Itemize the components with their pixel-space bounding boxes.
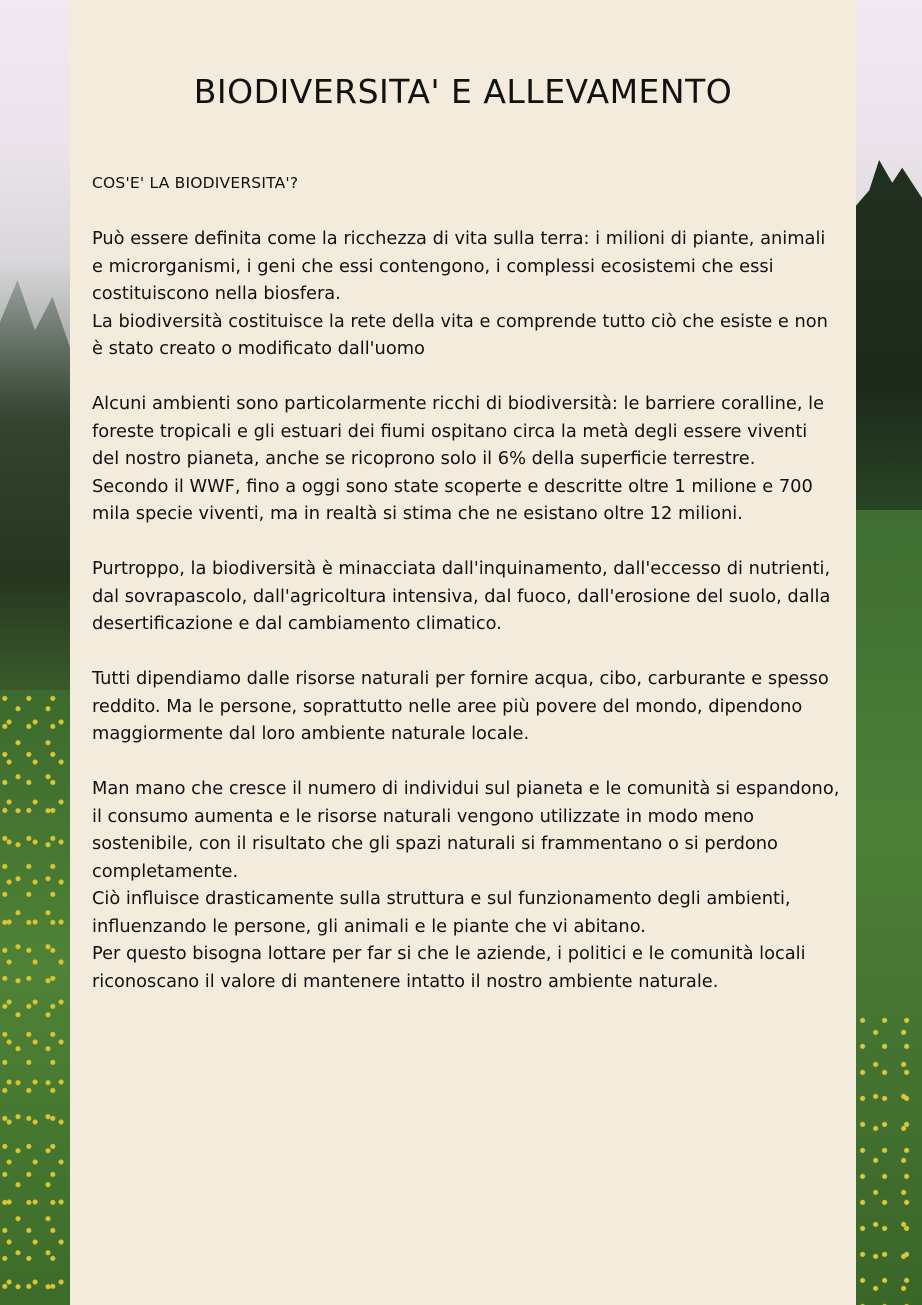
forest-left [0,280,70,700]
section-heading: COS'E' LA BIODIVERSITA'? [92,174,299,192]
paragraph-impact: Ciò influisce drasticamente sulla struttura e sul funzionamento degli ambienti, influenzando le persone, gli animali e le piante che vi abitano. [92,888,791,937]
paragraph-definition: Può essere definita come la ricchezza di vita sulla terra: i milioni di piante, animali e microrganismi, i geni che essi contengono, i complessi ecosistemi che essi costituiscono nella biosfera. [92,228,826,304]
page-title: BIODIVERSITA' E ALLEVAMENTO [193,72,733,111]
paragraph-call-to-action: Per questo bisogna lottare per far si che le aziende, i politici e le comunità locali riconoscano il valore di mantenere intatto il nostro ambiente naturale. [92,943,806,992]
paragraph-natural-resources: Tutti dipendiamo dalle risorse naturali per fornire acqua, cibo, carburante e spesso reddito. Ma le persone, soprattutto nelle aree più povere del mondo, dipendono maggiormente dal loro ambiente naturale locale. [92,668,829,744]
document-body [92,170,840,1023]
paragraph-web-of-life: La biodiversità costituisce la rete della vita e comprende tutto ciò che esiste e non è stato creato o modificato dall'uomo [92,310,828,359]
flowers-right [856,1010,922,1305]
meadow-left [0,690,70,1305]
paragraph-population-growth: Man mano che cresce il numero di individui sul pianeta e le comunità si espandono, il consumo aumenta e le risorse naturali vengono utilizzate in modo meno sostenibile, con il risultato che gli spazi naturali si frammentano o si perdono completamente. [92,778,840,882]
paragraph-rich-environments: Alcuni ambienti sono particolarmente ricchi di biodiversità: le barriere coralline, le foreste tropicali e gli estuari dei fiumi ospitano circa la metà degli essere viventi del nostro pianeta, anche se ricoprono solo il 6% della superficie terrestre. [92,393,825,469]
document-page [70,0,856,1305]
forest-right [856,160,922,540]
paragraph-wwf-species: Secondo il WWF, fino a oggi sono state scoperte e descritte oltre 1 milione e 700 mila specie viventi, ma in realtà si stima che ne esistano oltre 12 milioni. [92,475,813,524]
paragraph-threats: Purtroppo, la biodiversità è minacciata dall'inquinamento, dall'eccesso di nutrienti, dal sovrapascolo, dall'agricoltura intensiva, dal fuoco, dall'erosione del suolo, dalla desertificazione e dal cambiamento climatico. [92,558,831,634]
